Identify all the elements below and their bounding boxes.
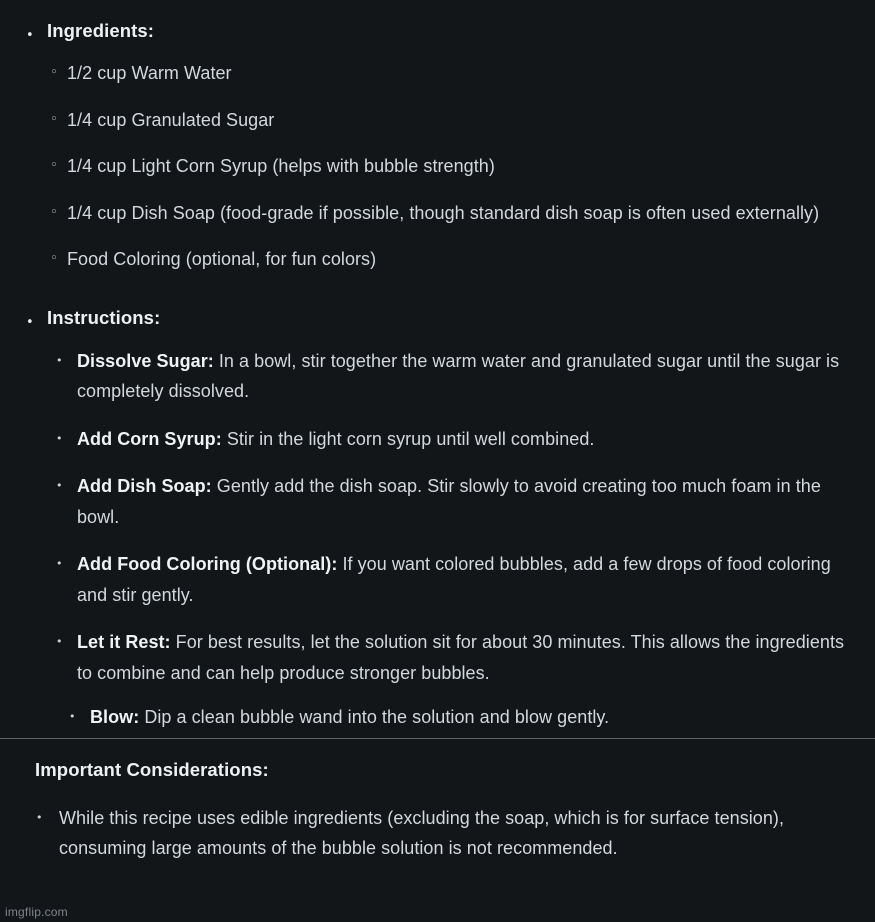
hollow-bullet-icon: ◦ bbox=[50, 111, 58, 127]
bullet-icon: • bbox=[36, 810, 43, 824]
bullet-icon: • bbox=[56, 479, 63, 492]
hollow-bullet-icon: ◦ bbox=[50, 65, 58, 80]
instruction-label: Dissolve Sugar: bbox=[77, 350, 214, 371]
list-item bbox=[0, 702, 875, 733]
ingredients-heading: Ingredients: bbox=[47, 20, 155, 41]
ingredient-text: 1/4 cup Light Corn Syrup (helps with bubble strength) bbox=[67, 156, 495, 176]
instruction-text: For best results, let the solution sit for about 30 minutes. This allows the ingredients to combine and can help produce stronger bubbles. bbox=[77, 632, 845, 683]
consideration-text: While this recipe uses edible ingredients (excluding the soap, which is for surface tension), consuming large amounts of the bubble solution is not recommended. bbox=[59, 807, 785, 858]
instruction-label: Add Food Coloring (Optional): bbox=[77, 554, 338, 574]
instruction-body bbox=[90, 707, 609, 727]
list-item bbox=[0, 627, 875, 688]
list-item bbox=[0, 151, 875, 182]
instruction-body bbox=[77, 351, 839, 402]
list-item bbox=[0, 58, 875, 89]
instruction-text: Dip a clean bubble wand into the solution and blow gently. bbox=[144, 707, 610, 727]
considerations-heading: Important Considerations: bbox=[35, 758, 269, 780]
instruction-label: Add Dish Soap: bbox=[77, 476, 212, 496]
hollow-bullet-icon: ◦ bbox=[50, 158, 58, 173]
list-item bbox=[0, 346, 875, 407]
instruction-label: Let it Rest: bbox=[77, 632, 171, 652]
instructions-heading: Instructions: bbox=[47, 306, 161, 328]
instruction-text: Stir in the light corn syrup until well combined. bbox=[226, 428, 595, 449]
screenshot-stitch-divider bbox=[0, 738, 875, 739]
hollow-bullet-icon: ◦ bbox=[50, 251, 58, 266]
bullet-icon: • bbox=[56, 635, 63, 648]
instruction-body bbox=[77, 554, 831, 605]
list-item bbox=[0, 198, 875, 229]
bullet-icon: • bbox=[56, 557, 63, 570]
considerations-section bbox=[0, 759, 875, 864]
hollow-bullet-icon: ◦ bbox=[50, 204, 58, 220]
bullet-icon: • bbox=[69, 710, 76, 723]
instruction-text: In a bowl, stir together the warm water and granulated sugar until the sugar is completely dissolved. bbox=[77, 350, 840, 401]
instruction-label: Blow: bbox=[90, 707, 140, 727]
instruction-text: Gently add the dish soap. Stir slowly to avoid creating too much foam in the bowl. bbox=[77, 476, 821, 527]
considerations-heading-row bbox=[0, 759, 875, 781]
list-item bbox=[0, 803, 875, 864]
bullet-icon: • bbox=[56, 353, 63, 367]
instruction-text: If you want colored bubbles, add a few drops of food coloring and stir gently. bbox=[77, 554, 831, 605]
watermark-label: imgflip.com bbox=[5, 905, 68, 919]
list-item bbox=[0, 549, 875, 610]
ingredient-text: 1/2 cup Warm Water bbox=[67, 63, 232, 83]
ingredients-heading-row bbox=[0, 20, 875, 42]
instruction-label: Add Corn Syrup: bbox=[77, 428, 222, 449]
list-item bbox=[0, 105, 875, 136]
instructions-section bbox=[0, 307, 875, 733]
ingredient-text: 1/4 cup Dish Soap (food-grade if possible, though standard dish soap is often used externally) bbox=[67, 202, 820, 223]
bullet-icon: • bbox=[26, 28, 34, 43]
instructions-heading-row bbox=[0, 307, 875, 329]
list-item bbox=[0, 244, 875, 275]
instruction-body bbox=[77, 429, 594, 449]
ingredient-text: Food Coloring (optional, for fun colors) bbox=[67, 249, 377, 269]
ingredient-text: 1/4 cup Granulated Sugar bbox=[67, 109, 275, 130]
list-item bbox=[0, 471, 875, 532]
ingredients-section bbox=[0, 20, 875, 275]
list-item bbox=[0, 424, 875, 455]
instruction-body bbox=[77, 632, 844, 683]
screenshot-canvas bbox=[0, 20, 875, 922]
bullet-icon: • bbox=[26, 314, 34, 330]
bullet-icon: • bbox=[56, 431, 63, 445]
instruction-body bbox=[77, 476, 821, 527]
